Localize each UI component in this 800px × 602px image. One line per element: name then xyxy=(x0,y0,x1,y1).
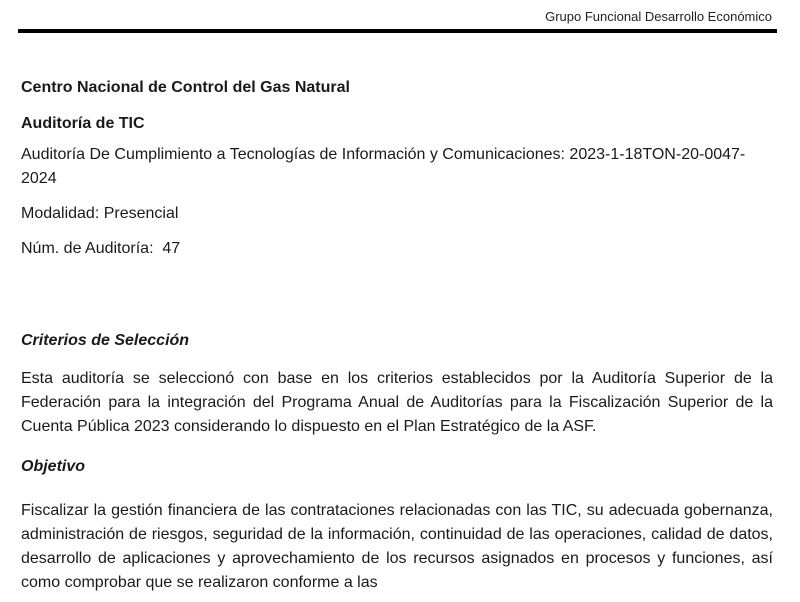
running-header: Grupo Funcional Desarrollo Económico xyxy=(545,9,772,24)
document-body xyxy=(21,77,773,595)
audit-number: Núm. de Auditoría: 47 xyxy=(21,240,181,257)
header-rule xyxy=(18,29,777,33)
criterios-heading: Criterios de Selección xyxy=(21,332,190,349)
entity-name: Centro Nacional de Control del Gas Natural xyxy=(21,79,350,96)
criterios-paragraph: Esta auditoría se seleccionó con base en los criterios establecidos por la Auditoría Superior de la Federación para la integración del Programa Anual de Auditorías para la Fiscalización Superior de la Cuenta Pública 2023 considerando lo dispuesto en el Plan Estratégico de la ASF. xyxy=(21,370,773,435)
audit-type: Auditoría de TIC xyxy=(21,115,145,132)
objetivo-paragraph: Fiscalizar la gestión financiera de las contrataciones relacionadas con las TIC, su adecuada gobernanza, administración de riesgos, seguridad de la información, continuidad de las operaciones, calidad de datos, desarrollo de aplicaciones y aprovechamiento de los recursos asignados en procesos y funciones, así como comprobar que se realizaron conforme a las xyxy=(21,502,773,591)
audit-modality: Modalidad: Presencial xyxy=(21,205,179,222)
objetivo-heading: Objetivo xyxy=(21,458,86,475)
audit-title: Auditoría De Cumplimiento a Tecnologías de Información y Comunicaciones: 2023-1-18TON-20-0047-2024 xyxy=(21,146,746,187)
